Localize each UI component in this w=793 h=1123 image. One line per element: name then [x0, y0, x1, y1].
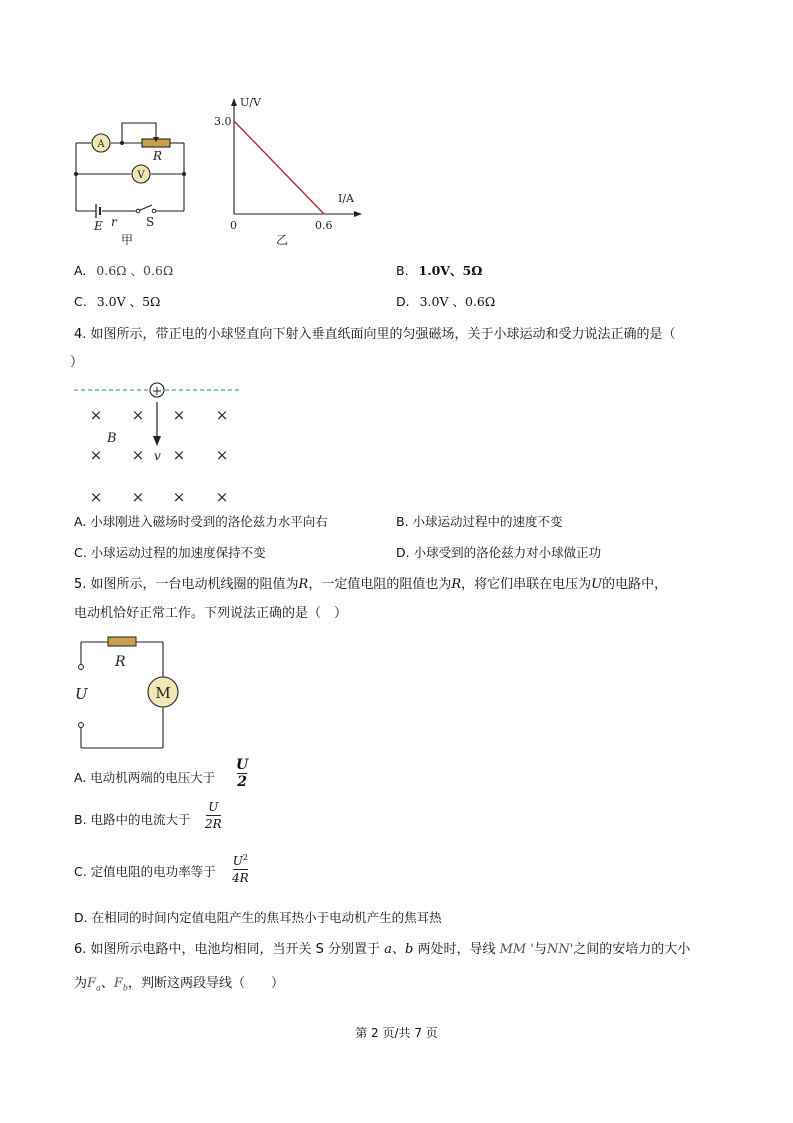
cross: × [131, 446, 145, 464]
q3-option-c-label: C. [74, 294, 87, 309]
page-footer: 第 2 页/共 7 页 [355, 1026, 438, 1040]
y-axis-label: U/V [240, 96, 261, 109]
caption-yi: 乙 [276, 233, 289, 247]
q3-option-d-label: D. [396, 294, 410, 309]
switch-label: S [146, 215, 155, 229]
q3-option-d[interactable] [396, 293, 495, 311]
q5-option-c[interactable]: C. 定值电阻的电功率等于 [74, 864, 216, 879]
graph-yi [210, 92, 370, 248]
q5-stem-line1: 5. 如图所示，一台电动机线圈的阻值为R，一定值电阻的阻值也为R，将它们串联在电压为U的电路中， [74, 577, 668, 592]
cross: × [215, 446, 229, 464]
resistor-label: R [115, 654, 126, 670]
q3-option-b[interactable] [396, 262, 482, 280]
cross: × [131, 488, 145, 506]
cross: × [172, 488, 186, 506]
q3-option-c-text: 3.0V 、5Ω [96, 294, 161, 309]
y-tick-label: 3.0 [214, 115, 232, 128]
x-axis-label: I/A [338, 192, 354, 205]
q4-option-b[interactable]: B. 小球运动过程中的速度不变 [396, 514, 563, 529]
magnetic-field-diagram [72, 378, 247, 508]
voltmeter-symbol [132, 165, 150, 183]
field-label: B [107, 431, 117, 446]
cross: × [89, 488, 103, 506]
cross: × [131, 406, 145, 424]
q4-stem-line1: 4. 如图所示，带正电的小球竖直向下射入垂直纸面向里的匀强磁场，关于小球运动和受力说法正确的是（ [74, 327, 676, 342]
q6-stem-line2: 为$F_a$、$F_b$，判断这两段导线（ ） [74, 976, 285, 993]
ammeter-label: A [97, 139, 105, 150]
q5-option-a-fraction: U 2 [236, 757, 249, 790]
voltmeter-label: V [137, 170, 145, 181]
q5-option-b-fraction: U 2R [205, 800, 222, 831]
q6-stem-line1: 6. 如图所示电路中，电池均相同，当开关 S 分别置于 a、b 两处时，导线 MM '与NN'之间的安培力的大小 [74, 942, 691, 957]
emf-label: E [94, 219, 103, 233]
cross: × [172, 406, 186, 424]
cross: × [215, 488, 229, 506]
cross: × [89, 446, 103, 464]
ammeter-symbol [92, 134, 110, 152]
motor-circuit-diagram [66, 628, 186, 756]
q3-option-c[interactable] [74, 293, 160, 311]
q4-option-a[interactable]: A. 小球刚进入磁场时受到的洛伦兹力水平向右 [74, 514, 328, 529]
q3-option-a-label: A. [74, 263, 87, 278]
voltage-label: U [75, 685, 88, 703]
circuit-jia-diagram [66, 112, 196, 247]
resistor-symbol [108, 637, 136, 646]
q3-option-d-text: 3.0V 、0.6Ω [419, 294, 496, 309]
x-tick-label: 0.6 [315, 219, 333, 232]
q4-option-d[interactable]: D. 小球受到的洛伦兹力对小球做正功 [396, 545, 602, 560]
q4-stem-line2: ） [70, 355, 84, 370]
origin-label: 0 [230, 219, 237, 232]
q3-option-a[interactable] [74, 262, 173, 280]
q5-option-c-fraction: $U^2$ 4R [232, 853, 249, 885]
motor-label: M [155, 684, 171, 702]
cross: × [89, 406, 103, 424]
charge-sign: + [151, 384, 163, 399]
velocity-arrow [153, 436, 161, 446]
q3-option-b-text: 1.0V、5Ω [418, 263, 483, 278]
internal-r-label: r [111, 215, 117, 229]
q5-option-d[interactable]: D. 在相同的时间内定值电阻产生的焦耳热小于电动机产生的焦耳热 [74, 910, 442, 925]
q3-option-b-label: B. [396, 263, 409, 278]
velocity-label: v [154, 449, 161, 463]
q5-stem-line2: 电动机恰好正常工作。下列说法正确的是（ ） [74, 606, 348, 621]
q3-option-a-text: 0.6Ω 、0.6Ω [96, 263, 174, 278]
resistor-label: R [153, 149, 163, 163]
q5-option-b[interactable]: B. 电路中的电流大于 [74, 812, 191, 827]
cross: × [215, 406, 229, 424]
q5-option-a[interactable]: A. 电动机两端的电压大于 [74, 770, 216, 785]
cross: × [172, 446, 186, 464]
u-i-line [234, 121, 324, 214]
q4-option-c[interactable]: C. 小球运动过程的加速度保持不变 [74, 545, 266, 560]
caption-jia: 甲 [121, 233, 134, 247]
